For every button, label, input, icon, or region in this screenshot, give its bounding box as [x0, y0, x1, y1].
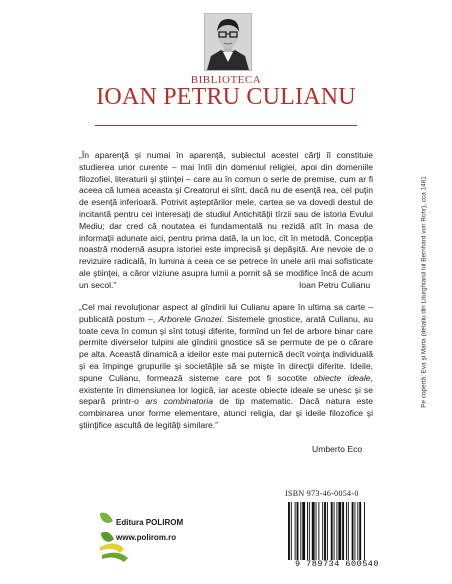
barcode-bar — [342, 502, 344, 560]
barcode-bar — [346, 502, 347, 560]
barcode-bar — [309, 502, 310, 560]
barcode-bar — [291, 502, 292, 560]
barcode-bar — [348, 502, 349, 560]
barcode-bar — [300, 502, 301, 560]
header-divider — [95, 125, 357, 126]
barcode-bar — [312, 502, 315, 560]
quote-eco-text — [79, 302, 373, 432]
barcode-bar — [352, 502, 354, 560]
quote-eco-term-1: obiecte ideale — [313, 372, 371, 383]
barcode-bar — [302, 502, 305, 560]
barcode-bar — [316, 502, 317, 560]
quote-culianu-signature: Ioan Petru Culianu — [299, 280, 371, 290]
barcode-bar — [357, 502, 358, 560]
quote-eco — [79, 302, 373, 432]
barcode-bar — [364, 502, 365, 560]
quote-eco-term-2: ars combinatoria — [145, 396, 213, 407]
barcode-bar — [307, 502, 308, 560]
series-label: BIBLIOTECA — [190, 74, 262, 86]
quote-eco-book-title: Arborele Gnozei — [158, 313, 222, 324]
quote-culianu-text: „În aparenţă şi numai în aparenţă, subiectul acestei cărţi îl constituie studierea unor curente – mai întîi din domeniul religiei, apoi din domeniile filozofiei, literaturii şi ştiinţei – care au în comun o serie de premise, cum ar fi aceea că lumea aceasta şi Creatorul ei sînt, dacă nu de esenţă rea, cel puţin de esenţă inferioară. Potrivit aşteptărilor mele, cartea se va dovedi destul de incitantă pentru cei interesaţi de studiul Antichităţii tîrzii sau de istoria Evului Mediu; dar cred că noutatea ei fundamentală nu rezidă atît în masa de informaţii adunate aici, pentru prima dată, la un loc, cît în metodă. Concepţia noastră modernă asupra istoriei este imprecisă şi depăşită. Are nevoie de o revizuire radicală, în lumina a ceea ce se petrece în unele arii mai sofisticate ale ştiinţei, a căror viziune asupra lumii a pornit să se modifice încă de acum un secol.” — [79, 150, 373, 290]
quote-eco-part-2: . Sistemele gnostice, arată Culianu, au toate ceva în comun şi sînt totuşi diferite, formînd un fel de arbore binar care permite diverselor tulpini ale gîndirii gnostice să se permute de pe o cărare pe alta. Această dinamică a ideilor este mai puternică decît voinţa individuală şi ea împinge grupurile şi societăţile să se mişte în direcţii diferite. Ideile, spune Culianu, formează sisteme care pot fi socotite — [79, 313, 373, 383]
barcode-bar — [334, 502, 335, 560]
quote-eco-signature: Umberto Eco — [312, 444, 363, 454]
barcode-bar — [327, 502, 328, 560]
isbn-label: ISBN 973-46-0054-0 — [285, 489, 359, 498]
publisher-website[interactable]: www.polirom.ro — [116, 533, 177, 542]
barcode-number: 9 789734 600540 — [294, 559, 379, 569]
cover-credit-text: Pe copertă: Eva şi Maria (detaliu din Liturghiarul lui Bernhard von Rohr), cca 1481 — [420, 176, 428, 408]
quote-eco-part-4: de tip matematic. Dacă natura este combinarea unor forme elementare, atunci religia, dar şi ideile filozofice şi ştiinţifice ascultă de legităţi similare.” — [79, 396, 373, 430]
author-portrait — [204, 13, 252, 71]
barcode-bar — [318, 502, 319, 560]
quote-eco-part-1: „Cel mai revoluţionar aspect al gîndirii lui Culianu apare în ultima sa carte – publicată postum –, — [79, 302, 373, 324]
barcode-bar — [297, 502, 299, 560]
quote-culianu — [79, 150, 373, 292]
publisher-name: Editura POLIROM — [116, 518, 184, 527]
barcode-bar — [322, 502, 323, 560]
quote-eco-part-3: , existente în dimensiunea lor logică, iar aceste obiecte ideale se unesc şi se separă printr-o — [79, 372, 373, 407]
barcode-bar — [336, 502, 337, 560]
barcode-bar — [295, 502, 296, 560]
author-photo-icon — [205, 14, 251, 70]
barcode-bar — [338, 502, 341, 560]
barcode-bar — [288, 502, 290, 560]
barcode-bar — [331, 502, 333, 560]
barcode-bar — [355, 502, 356, 560]
barcode — [286, 502, 388, 560]
barcode-bar — [324, 502, 326, 560]
barcode-bar — [359, 502, 361, 560]
author-name: IOAN PETRU CULIANU — [96, 84, 356, 110]
